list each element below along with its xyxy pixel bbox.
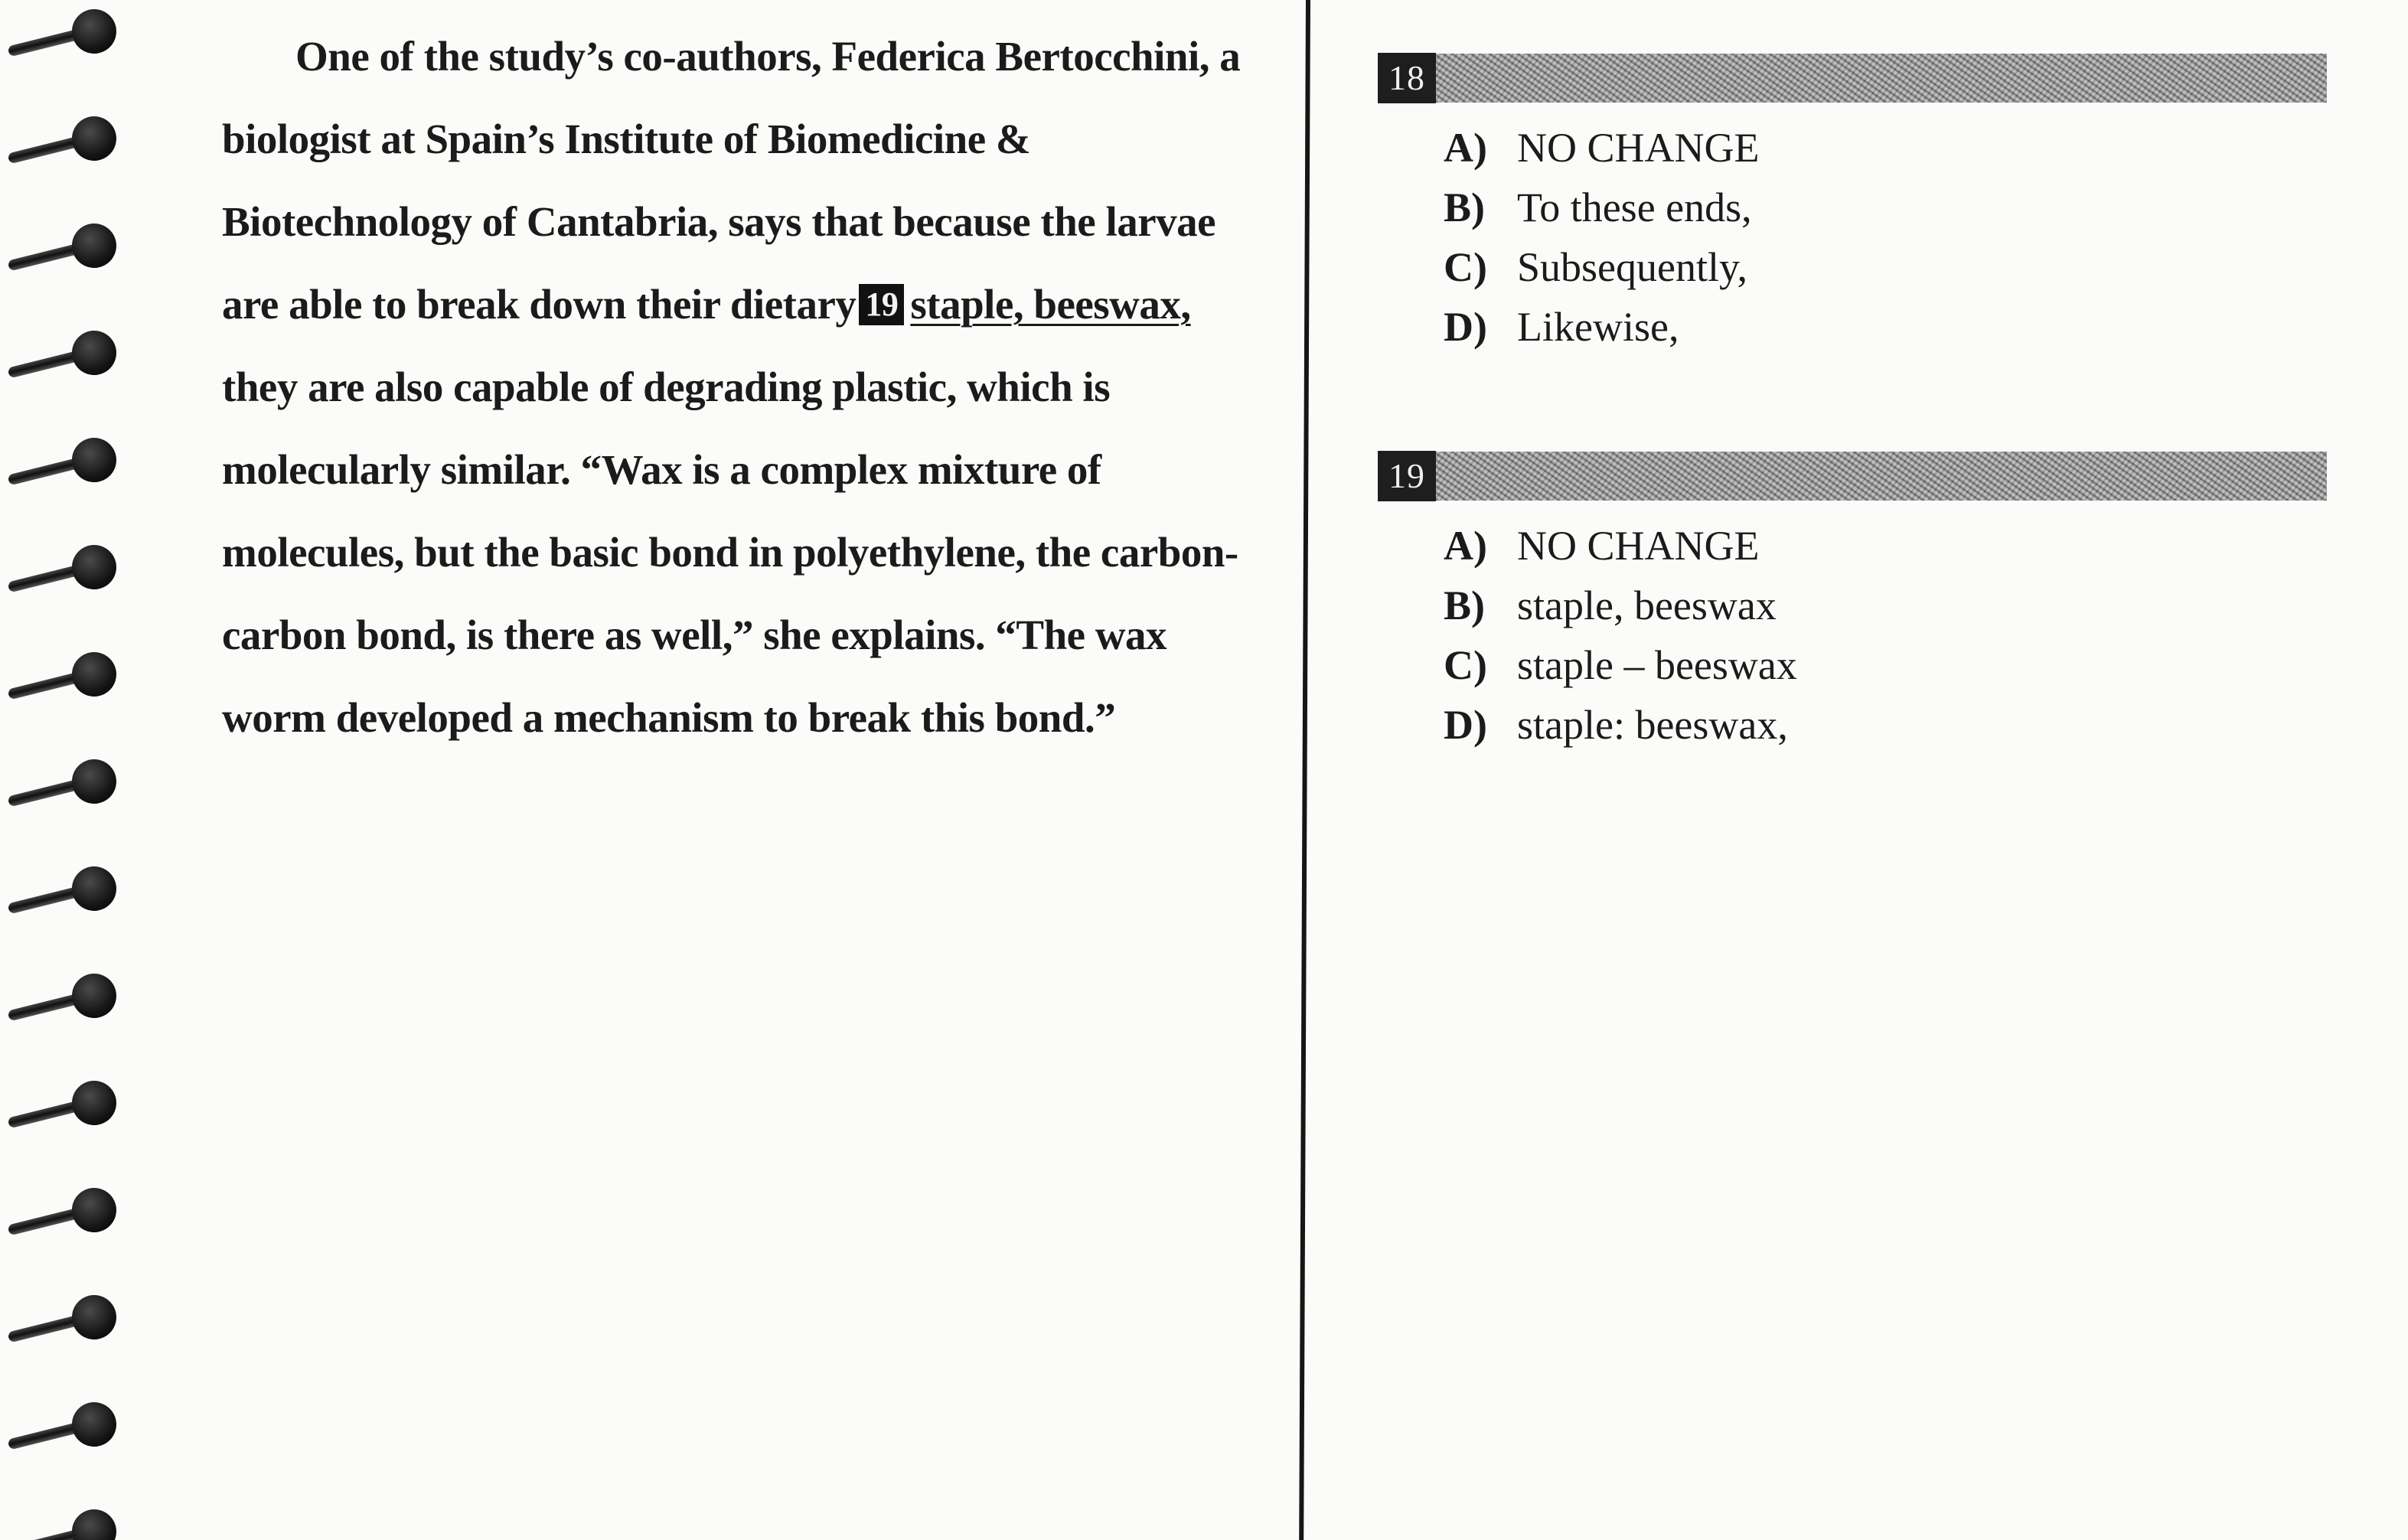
- passage-line: biologist at Spain’s Institute of Biomedicine &: [222, 116, 1031, 162]
- spiral-ring: [6, 750, 121, 811]
- option-letter: A): [1444, 125, 1487, 171]
- option-letter: C): [1444, 244, 1487, 290]
- option-text: NO CHANGE: [1517, 125, 1760, 171]
- spiral-ring: [6, 643, 121, 704]
- answer-option-a[interactable]: [1444, 516, 2327, 576]
- spiral-ring: [6, 964, 121, 1026]
- option-letter: B): [1444, 582, 1485, 628]
- spiral-ring: [6, 214, 121, 276]
- spiral-ring: [6, 107, 121, 168]
- option-letter: C): [1444, 642, 1487, 688]
- spiral-ring: [6, 0, 121, 61]
- answer-option-d[interactable]: [1444, 297, 2327, 357]
- spiral-ring: [6, 1179, 121, 1240]
- question-19: [1378, 450, 2327, 755]
- passage-line: molecularly similar. “Wax is a complex mixture of: [222, 446, 1101, 493]
- answer-option-a[interactable]: [1444, 118, 2327, 178]
- option-text: Likewise,: [1517, 304, 1679, 350]
- passage-line: worm developed a mechanism to break this bond.”: [222, 694, 1116, 741]
- answer-option-c[interactable]: [1444, 237, 2327, 297]
- reading-passage: [222, 15, 1240, 759]
- option-letter: D): [1444, 702, 1487, 748]
- answer-option-b[interactable]: [1444, 576, 2327, 635]
- option-letter: A): [1444, 523, 1487, 569]
- option-letter: D): [1444, 304, 1487, 350]
- answer-options: [1378, 118, 2327, 357]
- option-text: To these ends,: [1517, 184, 1752, 230]
- passage-line: molecules, but the basic bond in polyethylene, the carbon-: [222, 529, 1238, 576]
- question-header-bar: [1436, 54, 2327, 103]
- option-text: staple, beeswax: [1517, 582, 1777, 628]
- answer-option-d[interactable]: [1444, 695, 2327, 755]
- passage-line: One of the study’s co-authors, Federica Bertocchini, a: [295, 33, 1241, 80]
- spiral-ring: [6, 1393, 121, 1454]
- spiral-ring: [6, 1500, 121, 1540]
- question-19-marker[interactable]: 19: [859, 284, 904, 325]
- answer-options: [1378, 516, 2327, 755]
- underlined-question-text[interactable]: staple, beeswax,: [910, 281, 1191, 328]
- question-18: [1378, 52, 2327, 357]
- option-text: NO CHANGE: [1517, 523, 1760, 569]
- spiral-ring: [6, 1286, 121, 1347]
- option-text: Subsequently,: [1517, 244, 1747, 290]
- spiral-ring: [6, 1072, 121, 1133]
- question-header: [1378, 450, 2327, 502]
- answer-option-c[interactable]: [1444, 635, 2327, 695]
- option-text: staple – beeswax: [1517, 642, 1797, 688]
- question-number: 19: [1378, 451, 1436, 501]
- question-number: 18: [1378, 53, 1436, 103]
- column-divider: [1299, 0, 1310, 1540]
- question-header: [1378, 52, 2327, 104]
- spiral-ring: [6, 536, 121, 597]
- question-header-bar: [1436, 452, 2327, 501]
- passage-line: Biotechnology of Cantabria, says that because the larvae: [222, 198, 1216, 245]
- passage-line-with-question-marker: [222, 263, 1240, 346]
- passage-text: are able to break down their dietary: [222, 281, 857, 328]
- spiral-binding: [0, 0, 130, 1540]
- answer-option-b[interactable]: [1444, 178, 2327, 237]
- option-text: staple: beeswax,: [1517, 702, 1788, 748]
- spiral-ring: [6, 429, 121, 490]
- spiral-ring: [6, 857, 121, 918]
- passage-line: carbon bond, is there as well,” she explains. “The wax: [222, 612, 1167, 658]
- passage-line: they are also capable of degrading plastic, which is: [222, 364, 1111, 410]
- spiral-ring: [6, 321, 121, 383]
- option-letter: B): [1444, 184, 1485, 230]
